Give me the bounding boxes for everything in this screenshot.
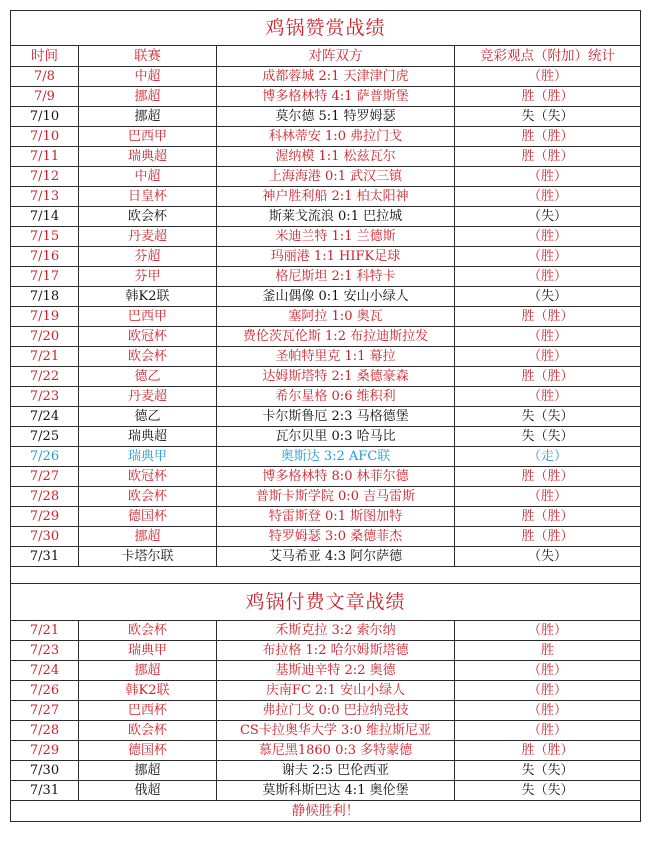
- table-row: [11, 287, 641, 307]
- league-cell: 欧冠杯: [79, 327, 217, 347]
- table-row: [11, 187, 641, 207]
- date-cell: 7/26: [11, 447, 79, 467]
- date-cell: 7/21: [11, 621, 79, 641]
- date-cell: 7/30: [11, 761, 79, 781]
- table-row: [11, 347, 641, 367]
- date-cell: 7/27: [11, 701, 79, 721]
- league-cell: 日皇杯: [79, 187, 217, 207]
- table-row: [11, 741, 641, 761]
- date-cell: 7/12: [11, 167, 79, 187]
- section-spacer: [11, 567, 641, 584]
- footer-text: 静候胜利！: [11, 801, 641, 822]
- result-cell: 胜（胜）: [455, 307, 641, 327]
- match-cell: 格尼斯坦 2:1 科特卡: [217, 267, 455, 287]
- match-cell: 卡尔斯鲁厄 2:3 马格德堡: [217, 407, 455, 427]
- date-cell: 7/16: [11, 247, 79, 267]
- league-cell: 丹麦超: [79, 227, 217, 247]
- date-cell: 7/26: [11, 681, 79, 701]
- result-cell: （胜）: [455, 167, 641, 187]
- table-row: [11, 107, 641, 127]
- table-row: [11, 681, 641, 701]
- date-cell: 7/29: [11, 507, 79, 527]
- header-date: 时间: [11, 46, 79, 67]
- league-cell: 德乙: [79, 367, 217, 387]
- match-cell: 艾马希亚 4:3 阿尔萨德: [217, 547, 455, 567]
- match-cell: 釜山偶像 0:1 安山小绿人: [217, 287, 455, 307]
- table-row: [11, 781, 641, 801]
- table-row: [11, 427, 641, 447]
- league-cell: 欧会杯: [79, 621, 217, 641]
- date-cell: 7/23: [11, 387, 79, 407]
- date-cell: 7/21: [11, 347, 79, 367]
- match-cell: 成都蓉城 2:1 天津津门虎: [217, 67, 455, 87]
- match-cell: 瓦尔贝里 0:3 哈马比: [217, 427, 455, 447]
- league-cell: 德国杯: [79, 507, 217, 527]
- date-cell: 7/15: [11, 227, 79, 247]
- match-cell: 特雷斯登 0:1 斯图加特: [217, 507, 455, 527]
- league-cell: 芬超: [79, 247, 217, 267]
- result-cell: （胜）: [455, 327, 641, 347]
- match-cell: 谢夫 2:5 巴伦西亚: [217, 761, 455, 781]
- result-cell: 胜（胜）: [455, 367, 641, 387]
- table-row: [11, 327, 641, 347]
- match-cell: 米迪兰特 1:1 兰德斯: [217, 227, 455, 247]
- results-sheet: [10, 10, 640, 822]
- result-cell: 胜: [455, 641, 641, 661]
- table-row: [11, 167, 641, 187]
- match-cell: 弗拉门戈 0:0 巴拉纳竞技: [217, 701, 455, 721]
- date-cell: 7/8: [11, 67, 79, 87]
- result-cell: （胜）: [455, 227, 641, 247]
- results-table-body: [11, 11, 641, 822]
- result-cell: 失（失）: [455, 107, 641, 127]
- header-match: 对阵双方: [217, 46, 455, 67]
- table-row: [11, 147, 641, 167]
- result-cell: 失（失）: [455, 427, 641, 447]
- result-cell: （胜）: [455, 701, 641, 721]
- table-row: [11, 207, 641, 227]
- result-cell: （失）: [455, 207, 641, 227]
- league-cell: 中超: [79, 67, 217, 87]
- table-row: [11, 527, 641, 547]
- result-cell: 失（失）: [455, 761, 641, 781]
- date-cell: 7/30: [11, 527, 79, 547]
- league-cell: 丹麦超: [79, 387, 217, 407]
- match-cell: 普斯卡斯学院 0:0 吉马雷斯: [217, 487, 455, 507]
- result-cell: （胜）: [455, 267, 641, 287]
- league-cell: 卡塔尔联: [79, 547, 217, 567]
- result-cell: 胜（胜）: [455, 507, 641, 527]
- league-cell: 瑞典超: [79, 147, 217, 167]
- table-row: [11, 721, 641, 741]
- league-cell: 挪超: [79, 661, 217, 681]
- result-cell: 失（失）: [455, 781, 641, 801]
- league-cell: 欧会杯: [79, 487, 217, 507]
- result-cell: 胜（胜）: [455, 147, 641, 167]
- result-cell: 胜（胜）: [455, 127, 641, 147]
- result-cell: （胜）: [455, 247, 641, 267]
- result-cell: 胜（胜）: [455, 527, 641, 547]
- spacer-cell: [11, 567, 641, 584]
- result-cell: （胜）: [455, 681, 641, 701]
- league-cell: 挪超: [79, 87, 217, 107]
- league-cell: 挪超: [79, 527, 217, 547]
- match-cell: 渥纳模 1:1 松兹瓦尔: [217, 147, 455, 167]
- header-league: 联赛: [79, 46, 217, 67]
- match-cell: 庆南FC 2:1 安山小绿人: [217, 681, 455, 701]
- date-cell: 7/9: [11, 87, 79, 107]
- date-cell: 7/13: [11, 187, 79, 207]
- result-cell: （胜）: [455, 721, 641, 741]
- date-cell: 7/29: [11, 741, 79, 761]
- date-cell: 7/11: [11, 147, 79, 167]
- table-row: [11, 307, 641, 327]
- table-row: [11, 507, 641, 527]
- table-row: [11, 701, 641, 721]
- league-cell: 瑞典超: [79, 427, 217, 447]
- league-cell: 挪超: [79, 761, 217, 781]
- result-cell: 胜（胜）: [455, 741, 641, 761]
- match-cell: 禾斯克拉 3:2 索尔纳: [217, 621, 455, 641]
- date-cell: 7/31: [11, 547, 79, 567]
- league-cell: 巴西甲: [79, 307, 217, 327]
- match-cell: 博多格林特 4:1 萨普斯堡: [217, 87, 455, 107]
- result-cell: （失）: [455, 287, 641, 307]
- match-cell: 博多格林特 8:0 林菲尔德: [217, 467, 455, 487]
- table-row: [11, 467, 641, 487]
- match-cell: 慕尼黑1860 0:3 多特蒙德: [217, 741, 455, 761]
- table-row: [11, 247, 641, 267]
- match-cell: 上海海港 0:1 武汉三镇: [217, 167, 455, 187]
- result-cell: （胜）: [455, 187, 641, 207]
- date-cell: 7/20: [11, 327, 79, 347]
- league-cell: 德国杯: [79, 741, 217, 761]
- date-cell: 7/28: [11, 721, 79, 741]
- date-cell: 7/31: [11, 781, 79, 801]
- table-row: [11, 407, 641, 427]
- result-cell: 胜（胜）: [455, 87, 641, 107]
- match-cell: 希尔星格 0:6 维积利: [217, 387, 455, 407]
- table-row: [11, 661, 641, 681]
- date-cell: 7/19: [11, 307, 79, 327]
- match-cell: 费伦茨瓦伦斯 1:2 布拉迪斯拉发: [217, 327, 455, 347]
- table-row: [11, 127, 641, 147]
- date-cell: 7/24: [11, 407, 79, 427]
- league-cell: 瑞典甲: [79, 641, 217, 661]
- match-cell: 圣帕特里克 1:1 幕拉: [217, 347, 455, 367]
- result-cell: （胜）: [455, 67, 641, 87]
- results-table: [10, 10, 641, 822]
- league-cell: 韩K2联: [79, 287, 217, 307]
- table-row: [11, 367, 641, 387]
- match-cell: CS卡拉奥华大学 3:0 维拉斯尼亚: [217, 721, 455, 741]
- table-row: [11, 267, 641, 287]
- result-cell: （走）: [455, 447, 641, 467]
- league-cell: 欧会杯: [79, 207, 217, 227]
- date-cell: 7/28: [11, 487, 79, 507]
- date-cell: 7/27: [11, 467, 79, 487]
- section-title-paid: 鸡锅付费文章战绩: [11, 584, 641, 621]
- table-row: [11, 641, 641, 661]
- table-row: [11, 447, 641, 467]
- league-cell: 欧会杯: [79, 721, 217, 741]
- date-cell: 7/18: [11, 287, 79, 307]
- match-cell: 达姆斯塔特 2:1 桑德豪森: [217, 367, 455, 387]
- league-cell: 巴西甲: [79, 127, 217, 147]
- date-cell: 7/23: [11, 641, 79, 661]
- result-cell: （失）: [455, 547, 641, 567]
- table-row: [11, 387, 641, 407]
- header-row: [11, 46, 641, 67]
- result-cell: 胜（胜）: [455, 467, 641, 487]
- match-cell: 莫尔德 5:1 特罗姆瑟: [217, 107, 455, 127]
- date-cell: 7/10: [11, 127, 79, 147]
- date-cell: 7/24: [11, 661, 79, 681]
- match-cell: 基斯迪辛特 2:2 奥德: [217, 661, 455, 681]
- match-cell: 玛丽港 1:1 HIFK足球: [217, 247, 455, 267]
- league-cell: 欧冠杯: [79, 467, 217, 487]
- match-cell: 科林蒂安 1:0 弗拉门戈: [217, 127, 455, 147]
- table-row: [11, 487, 641, 507]
- league-cell: 巴西杯: [79, 701, 217, 721]
- date-cell: 7/17: [11, 267, 79, 287]
- date-cell: 7/25: [11, 427, 79, 447]
- date-cell: 7/22: [11, 367, 79, 387]
- table-row: [11, 621, 641, 641]
- result-cell: （胜）: [455, 387, 641, 407]
- match-cell: 莫斯科斯巴达 4:1 奥伦堡: [217, 781, 455, 801]
- result-cell: （胜）: [455, 487, 641, 507]
- header-result: 竞彩观点（附加）统计: [455, 46, 641, 67]
- result-cell: （胜）: [455, 621, 641, 641]
- section-title-appreciation: 鸡锅赞赏战绩: [11, 11, 641, 46]
- table-row: [11, 547, 641, 567]
- league-cell: 挪超: [79, 107, 217, 127]
- match-cell: 奥斯达 3:2 AFC联: [217, 447, 455, 467]
- table-row: [11, 227, 641, 247]
- match-cell: 斯莱戈流浪 0:1 巴拉城: [217, 207, 455, 227]
- date-cell: 7/14: [11, 207, 79, 227]
- result-cell: 失（失）: [455, 407, 641, 427]
- match-cell: 布拉格 1:2 哈尔姆斯塔德: [217, 641, 455, 661]
- match-cell: 神户胜利船 2:1 柏太阳神: [217, 187, 455, 207]
- table-row: [11, 67, 641, 87]
- league-cell: 俄超: [79, 781, 217, 801]
- table-row: [11, 761, 641, 781]
- result-cell: （胜）: [455, 347, 641, 367]
- table-row: [11, 87, 641, 107]
- result-cell: （胜）: [455, 661, 641, 681]
- league-cell: 韩K2联: [79, 681, 217, 701]
- league-cell: 芬甲: [79, 267, 217, 287]
- league-cell: 瑞典甲: [79, 447, 217, 467]
- match-cell: 塞阿拉 1:0 奥瓦: [217, 307, 455, 327]
- match-cell: 特罗姆瑟 3:0 桑德菲杰: [217, 527, 455, 547]
- league-cell: 中超: [79, 167, 217, 187]
- league-cell: 德乙: [79, 407, 217, 427]
- date-cell: 7/10: [11, 107, 79, 127]
- league-cell: 欧会杯: [79, 347, 217, 367]
